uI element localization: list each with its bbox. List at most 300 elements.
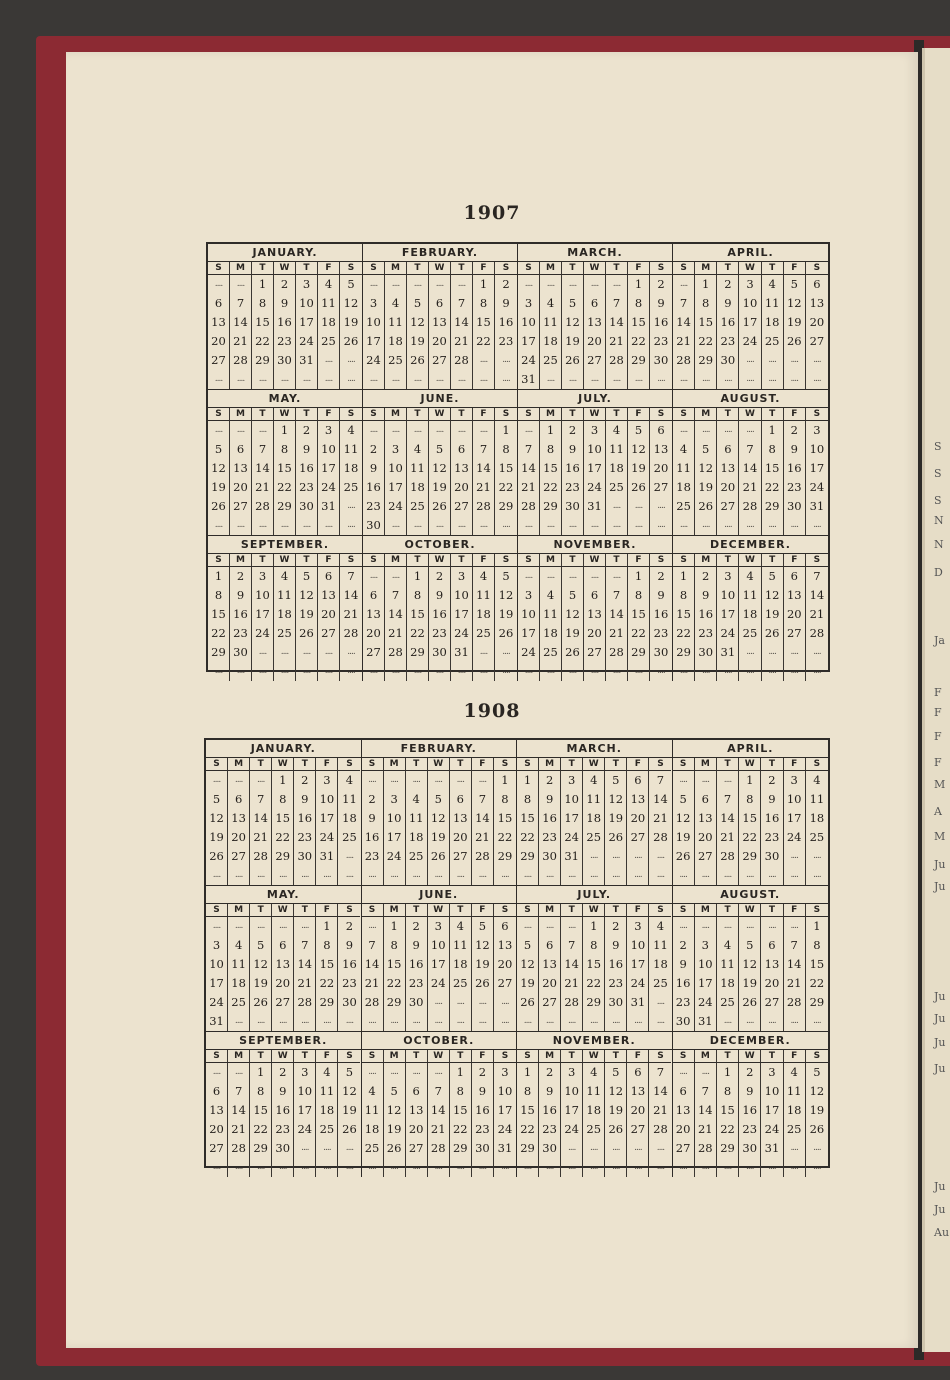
day-cell: 4 (228, 936, 250, 955)
empty-day-cell: .... (739, 1158, 761, 1177)
empty-day-cell: .... (584, 370, 606, 389)
day-cell: 18 (606, 459, 628, 478)
weekday-header: W (429, 554, 451, 567)
empty-day-cell: .... (407, 662, 429, 681)
empty-day-cell: .... (561, 1012, 583, 1031)
empty-day-cell: .... (717, 1158, 739, 1177)
day-cell: 14 (717, 809, 739, 828)
day-cell: 16 (230, 605, 252, 624)
day-cell: 26 (342, 1122, 357, 1136)
empty-day-cell: .... (406, 866, 428, 885)
month-name: OCTOBER. (362, 1032, 517, 1050)
day-cell: 28 (784, 993, 806, 1012)
empty-day-cell: .... (316, 1012, 338, 1031)
day-cell: 22 (809, 976, 825, 990)
day-cell: 24 (739, 332, 761, 351)
day-cell: 17 (695, 974, 717, 993)
day-cell: 12 (343, 296, 359, 310)
empty-day-cell: .... (813, 870, 821, 880)
empty-day-cell: .... (606, 275, 628, 294)
day-cell: 12 (628, 440, 650, 459)
empty-day-cell: .... (428, 993, 450, 1012)
day-cell: 19 (428, 828, 450, 847)
weekday-header: T (761, 758, 783, 771)
weekday-header: F (628, 262, 650, 275)
month-block (363, 536, 518, 681)
day-cell: 7 (230, 294, 252, 313)
empty-day-cell: .... (363, 421, 385, 440)
empty-day-cell: .... (502, 647, 510, 657)
day-cell: 8 (252, 294, 274, 313)
day-cell: 8 (695, 294, 717, 313)
day-cell: 1 (501, 773, 509, 787)
day-cell: 1 (272, 771, 294, 790)
empty-day-cell: .... (451, 370, 473, 389)
day-cell: 31 (296, 351, 318, 370)
empty-day-cell: .... (813, 374, 821, 384)
empty-day-cell: .... (428, 1158, 450, 1177)
day-cell: 8 (272, 790, 294, 809)
weekday-header: S (338, 1050, 360, 1063)
day-cell: 9 (539, 1082, 561, 1101)
empty-day-cell: .... (296, 370, 318, 389)
weekday-header: S (362, 904, 384, 917)
day-cell: 14 (252, 459, 274, 478)
day-cell: 6 (657, 423, 665, 437)
edge-letter: F (934, 756, 942, 769)
day-cell: 25 (673, 497, 695, 516)
day-cell: 5 (605, 771, 627, 790)
day-cell: 11 (343, 442, 359, 456)
day-cell: 8 (274, 440, 296, 459)
weekday-header: T (605, 904, 627, 917)
day-cell: 12 (784, 294, 806, 313)
weekday-header: M (228, 904, 250, 917)
day-cell: 8 (517, 790, 539, 809)
day-cell: 9 (657, 296, 665, 310)
day-cell: 8 (673, 586, 695, 605)
empty-day-cell: .... (562, 370, 584, 389)
day-cell: 20 (627, 809, 649, 828)
day-cell: 5 (429, 440, 451, 459)
empty-day-cell: .... (656, 997, 665, 1007)
empty-day-cell: .... (252, 643, 274, 662)
day-cell: 26 (784, 332, 806, 351)
empty-day-cell: .... (539, 1012, 561, 1031)
weekday-header: S (517, 1050, 539, 1063)
day-cell: 16 (605, 955, 627, 974)
month-block (206, 740, 362, 886)
day-cell: 18 (762, 313, 784, 332)
day-cell: 15 (628, 313, 650, 332)
empty-day-cell: .... (385, 275, 407, 294)
day-cell: 1 (384, 917, 406, 936)
day-cell: 13 (809, 296, 825, 310)
day-cell: 27 (228, 847, 250, 866)
day-cell: 25 (342, 830, 357, 844)
empty-day-cell: .... (761, 1158, 783, 1177)
empty-day-cell: .... (502, 374, 510, 384)
day-cell: 5 (673, 790, 695, 809)
month-name: MARCH. (517, 740, 672, 758)
day-cell: 9 (539, 790, 561, 809)
day-cell: 1 (407, 567, 429, 586)
day-cell: 18 (809, 811, 825, 825)
day-cell: 16 (429, 605, 451, 624)
day-cell: 17 (206, 974, 228, 993)
day-cell: 18 (343, 461, 359, 475)
weekday-header: F (628, 554, 650, 567)
day-cell: 5 (695, 440, 717, 459)
edge-letter: Ju (934, 858, 946, 871)
day-cell: 15 (497, 811, 513, 825)
day-cell: 18 (717, 974, 739, 993)
day-cell: 26 (428, 847, 450, 866)
day-cell: 2 (562, 421, 584, 440)
month-name: JULY. (518, 390, 672, 408)
day-cell: 20 (584, 624, 606, 643)
day-cell: 29 (739, 847, 761, 866)
weekday-header: M (540, 554, 562, 567)
weekday-header: W (584, 408, 606, 421)
day-cell: 5 (628, 421, 650, 440)
day-cell: 19 (562, 332, 584, 351)
empty-day-cell: .... (230, 662, 252, 681)
day-cell: 7 (347, 569, 355, 583)
day-cell: 5 (206, 790, 228, 809)
empty-day-cell: .... (318, 351, 340, 370)
weekday-header: S (208, 554, 230, 567)
day-cell: 26 (517, 993, 539, 1012)
day-cell: 10 (363, 313, 385, 332)
day-cell: 1 (208, 567, 230, 586)
day-cell: 16 (294, 809, 316, 828)
day-cell: 29 (272, 847, 294, 866)
empty-day-cell: .... (501, 1016, 509, 1026)
empty-day-cell: .... (345, 1016, 354, 1026)
weekday-header: T (717, 554, 739, 567)
day-cell: 7 (717, 790, 739, 809)
day-cell: 9 (761, 790, 783, 809)
empty-day-cell: .... (347, 520, 355, 530)
day-cell: 4 (739, 567, 761, 586)
day-cell: 29 (517, 847, 539, 866)
empty-day-cell: .... (517, 866, 539, 885)
day-cell: 26 (762, 624, 784, 643)
day-cell: 21 (230, 332, 252, 351)
day-cell: 8 (813, 938, 821, 952)
day-cell: 28 (606, 643, 628, 662)
empty-day-cell: .... (717, 917, 739, 936)
day-cell: 6 (695, 790, 717, 809)
day-cell: 10 (252, 586, 274, 605)
day-cell: 29 (540, 497, 562, 516)
day-cell: 9 (363, 459, 385, 478)
day-cell: 4 (362, 1082, 384, 1101)
day-cell: 4 (318, 275, 340, 294)
day-cell: 12 (208, 459, 230, 478)
day-cell: 20 (451, 478, 473, 497)
weekday-header: S (208, 408, 230, 421)
day-cell: 3 (428, 917, 450, 936)
day-cell: 2 (784, 421, 806, 440)
empty-day-cell: .... (561, 917, 583, 936)
day-cell: 5 (472, 917, 494, 936)
day-cell: 3 (813, 423, 821, 437)
day-cell: 5 (345, 1065, 354, 1079)
empty-day-cell: .... (428, 1063, 450, 1082)
day-cell: 29 (673, 643, 695, 662)
day-cell: 13 (451, 459, 473, 478)
empty-day-cell: .... (605, 1158, 627, 1177)
edge-letter: D (934, 566, 943, 579)
day-cell: 3 (761, 1063, 783, 1082)
empty-day-cell: .... (628, 516, 650, 535)
empty-day-cell: .... (739, 917, 761, 936)
empty-day-cell: .... (673, 421, 695, 440)
day-cell: 13 (208, 313, 230, 332)
day-cell: 27 (717, 497, 739, 516)
empty-day-cell: .... (628, 497, 650, 516)
day-cell: 30 (539, 847, 561, 866)
day-cell: 19 (762, 605, 784, 624)
day-cell: 22 (762, 478, 784, 497)
day-cell: 10 (717, 586, 739, 605)
day-cell: 2 (539, 1063, 561, 1082)
day-cell: 4 (473, 567, 495, 586)
empty-day-cell: .... (250, 917, 272, 936)
empty-day-cell: .... (717, 421, 739, 440)
day-cell: 9 (429, 586, 451, 605)
day-cell: 1 (628, 567, 650, 586)
day-cell: 7 (673, 294, 695, 313)
day-cell: 10 (451, 586, 473, 605)
day-cell: 30 (230, 643, 252, 662)
empty-day-cell: .... (274, 662, 296, 681)
empty-day-cell: .... (605, 1012, 627, 1031)
day-cell: 8 (473, 294, 495, 313)
day-cell: 19 (605, 809, 627, 828)
day-cell: 24 (518, 351, 540, 370)
day-cell: 7 (294, 936, 316, 955)
day-cell: 24 (518, 643, 540, 662)
day-cell: 29 (583, 993, 605, 1012)
day-cell: 11 (385, 313, 407, 332)
day-cell: 17 (761, 1101, 783, 1120)
empty-day-cell: .... (606, 516, 628, 535)
weekday-header: S (517, 758, 539, 771)
empty-day-cell: .... (605, 866, 627, 885)
month-name: APRIL. (673, 740, 829, 758)
day-cell: 29 (695, 351, 717, 370)
day-cell: 5 (407, 294, 429, 313)
empty-day-cell: .... (628, 662, 650, 681)
weekday-header: M (539, 1050, 561, 1063)
empty-day-cell: .... (656, 1016, 665, 1026)
day-cell: 30 (406, 993, 428, 1012)
weekday-header: T (451, 554, 473, 567)
day-cell: 27 (627, 1120, 649, 1139)
empty-day-cell: .... (813, 355, 821, 365)
day-cell: 18 (362, 1120, 384, 1139)
month-name: FEBRUARY. (362, 740, 517, 758)
empty-day-cell: .... (739, 1012, 761, 1031)
day-cell: 10 (584, 440, 606, 459)
weekday-header: M (695, 554, 717, 567)
empty-day-cell: .... (583, 866, 605, 885)
empty-day-cell: .... (316, 1158, 338, 1177)
weekday-header: F (627, 904, 649, 917)
weekday-header: T (406, 904, 428, 917)
day-cell: 6 (451, 440, 473, 459)
day-cell: 31 (318, 497, 340, 516)
edge-letter: Ju (934, 880, 946, 893)
day-cell: 13 (429, 313, 451, 332)
weekday-header: W (584, 554, 606, 567)
day-cell: 24 (252, 624, 274, 643)
day-cell: 31 (206, 1012, 228, 1031)
day-cell: 23 (294, 828, 316, 847)
day-cell: 9 (605, 936, 627, 955)
day-cell: 8 (540, 440, 562, 459)
day-cell: 20 (784, 605, 806, 624)
day-cell: 22 (583, 974, 605, 993)
weekday-header: M (540, 262, 562, 275)
empty-day-cell: .... (739, 662, 761, 681)
day-cell: 15 (762, 459, 784, 478)
empty-day-cell: .... (472, 771, 494, 790)
weekday-header: S (206, 758, 228, 771)
empty-day-cell: .... (717, 516, 739, 535)
day-cell: 18 (739, 605, 761, 624)
day-cell: 8 (501, 792, 509, 806)
day-cell: 22 (450, 1120, 472, 1139)
month-block (362, 740, 518, 886)
month-name: MAY. (206, 886, 361, 904)
day-cell: 20 (584, 332, 606, 351)
day-cell: 4 (673, 440, 695, 459)
empty-day-cell: .... (384, 1012, 406, 1031)
month-block (673, 886, 829, 1032)
day-cell: 8 (502, 442, 510, 456)
empty-day-cell: .... (363, 567, 385, 586)
day-cell: 10 (518, 313, 540, 332)
empty-day-cell: .... (252, 421, 274, 440)
empty-day-cell: .... (784, 917, 806, 936)
day-cell: 7 (250, 790, 272, 809)
day-cell: 2 (657, 277, 665, 291)
month-block (206, 886, 362, 1032)
weekday-header: T (296, 262, 318, 275)
empty-day-cell: .... (274, 370, 296, 389)
day-cell: 22 (517, 828, 539, 847)
empty-day-cell: .... (473, 351, 495, 370)
day-cell: 9 (739, 1082, 761, 1101)
empty-day-cell: .... (407, 370, 429, 389)
day-cell: 14 (362, 955, 384, 974)
day-cell: 14 (428, 1101, 450, 1120)
empty-day-cell: .... (230, 275, 252, 294)
day-cell: 2 (429, 567, 451, 586)
empty-day-cell: .... (429, 516, 451, 535)
weekday-header: S (340, 408, 362, 421)
empty-day-cell: .... (406, 1158, 428, 1177)
day-cell: 6 (450, 790, 472, 809)
day-cell: 19 (342, 1103, 357, 1117)
empty-day-cell: .... (813, 1016, 821, 1026)
day-cell: 21 (673, 332, 695, 351)
weekday-header: M (695, 1050, 717, 1063)
weekday-header: T (407, 554, 429, 567)
weekday-header: S (494, 1050, 516, 1063)
day-cell: 6 (272, 936, 294, 955)
day-cell: 5 (428, 790, 450, 809)
empty-day-cell: .... (296, 516, 318, 535)
day-cell: 14 (385, 605, 407, 624)
day-cell: 19 (695, 478, 717, 497)
weekday-header: F (316, 758, 338, 771)
day-cell: 15 (717, 1101, 739, 1120)
day-cell: 10 (296, 294, 318, 313)
day-cell: 29 (717, 1139, 739, 1158)
month-block (208, 390, 363, 536)
day-cell: 6 (813, 277, 821, 291)
empty-day-cell: .... (695, 771, 717, 790)
empty-day-cell: .... (673, 1063, 695, 1082)
month-block (517, 740, 673, 886)
day-cell: 8 (517, 1082, 539, 1101)
weekday-header: T (406, 758, 428, 771)
day-cell: 20 (208, 332, 230, 351)
edge-letter: F (934, 686, 942, 699)
day-cell: 10 (784, 790, 806, 809)
day-cell: 16 (274, 313, 296, 332)
day-cell: 1 (762, 421, 784, 440)
weekday-header: W (428, 1050, 450, 1063)
day-cell: 11 (274, 586, 296, 605)
day-cell: 8 (583, 936, 605, 955)
day-cell: 11 (653, 938, 668, 952)
weekday-header: T (252, 554, 274, 567)
empty-day-cell: .... (384, 1158, 406, 1177)
day-cell: 16 (673, 974, 695, 993)
empty-day-cell: .... (784, 516, 806, 535)
edge-letter: S (934, 494, 942, 507)
day-cell: 12 (428, 809, 450, 828)
day-cell: 10 (518, 605, 540, 624)
day-cell: 15 (739, 809, 761, 828)
day-cell: 23 (784, 478, 806, 497)
day-cell: 27 (429, 351, 451, 370)
empty-day-cell: .... (501, 1162, 509, 1172)
day-cell: 4 (656, 919, 665, 933)
day-cell: 24 (561, 828, 583, 847)
day-cell: 25 (228, 993, 250, 1012)
month-name: AUGUST. (673, 390, 828, 408)
empty-day-cell: .... (294, 1012, 316, 1031)
day-cell: 18 (316, 1101, 338, 1120)
empty-day-cell: .... (695, 421, 717, 440)
empty-day-cell: .... (385, 516, 407, 535)
day-cell: 5 (250, 936, 272, 955)
day-cell: 15 (517, 809, 539, 828)
day-cell: 19 (673, 828, 695, 847)
empty-day-cell: .... (540, 567, 562, 586)
day-cell: 29 (762, 497, 784, 516)
day-cell: 26 (206, 847, 228, 866)
weekday-header: M (539, 758, 561, 771)
weekday-header: W (272, 758, 294, 771)
